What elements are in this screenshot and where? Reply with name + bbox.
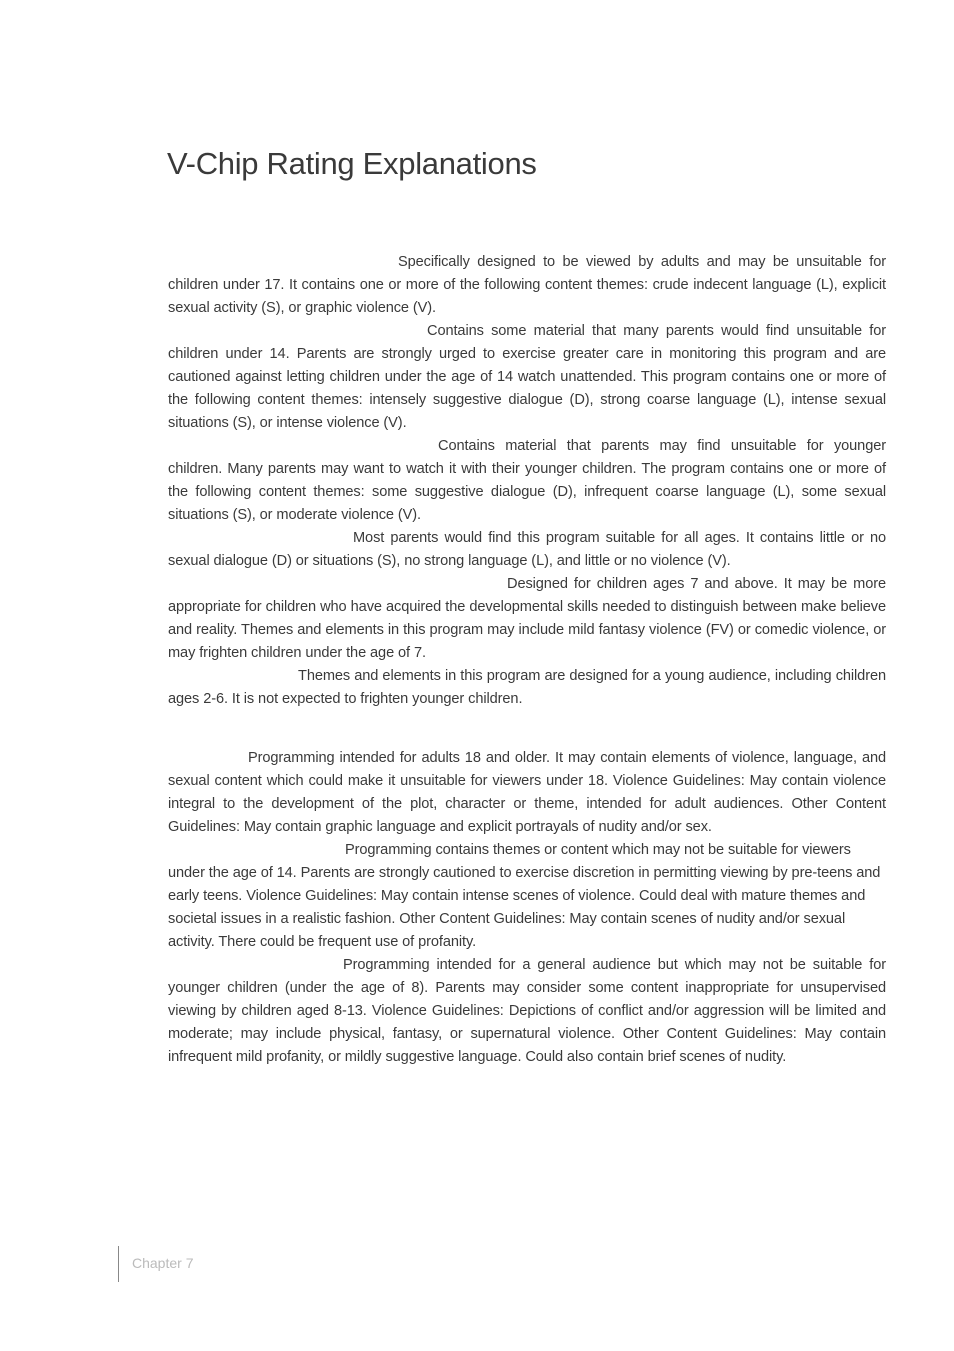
rating-description: Most parents would find this program suitable for all ages. It contains little or no sexual dialogue (D) or situations (S), no strong language (L), and little or no violence (V). <box>168 530 886 569</box>
rating-description: Specifically designed to be viewed by adults and may be unsuitable for children under 17. It contains one or more of the following content themes: crude indecent language (L), explicit sexual activity (S), or graphic violence (V). <box>168 254 886 316</box>
chapter-label: Chapter 7 <box>132 1255 194 1271</box>
rating-description: Designed for children ages 7 and above. It may be more appropriate for children who have acquired the developmental skills needed to distinguish between make believe and reality. Themes and elements in this program may include mild fantasy violence (FV) or comedic violence, or may frighten children under the age of 7. <box>168 576 886 661</box>
rating-description: Contains some material that many parents would find unsuitable for children under 14. Parents are strongly urged to exercise greater care in monitoring this program and are cautioned against letting children under the age of 14 watch unattended. This program contains one or more of the following content themes: intensely suggestive dialogue (D), strong coarse language (L), intense sexual situations (S), or intense violence (V). <box>168 323 886 431</box>
footer-divider <box>118 1246 119 1282</box>
rating-description: Programming contains themes or content which may not be suitable for viewers under the age of 14. Parents are strongly cautioned to exercise discretion in permitting viewing by pre-teens and early teens. Violence Guidelines: May contain intense scenes of violence. Could deal with mature themes and societal issues in a realistic fashion. Other Content Guidelines: May contain scenes of nudity and/or sexual activity. There could be frequent use of profanity. <box>168 842 881 950</box>
us-ratings-section <box>168 251 886 711</box>
rating-description: Programming intended for adults 18 and older. It may contain elements of violence, language, and sexual content which could make it unsuitable for viewers under 18. Violence Guidelines: May contain violence integral to the development of the plot, character or theme, intended for adult audiences. Other Content Guidelines: May contain graphic language and explicit portrayals of nudity and/or sex. <box>168 750 886 835</box>
rating-description: Contains material that parents may find unsuitable for younger children. Many parents may want to watch it with their younger children. The program contains one or more of the following content themes: some suggestive dialogue (D), infrequent coarse language (L), some sexual situations (S), or moderate violence (V). <box>168 438 886 523</box>
canadian-ratings-section <box>168 747 886 1069</box>
rating-description: Themes and elements in this program are designed for a young audience, including children ages 2-6. It is not expected to frighten younger children. <box>168 668 886 707</box>
page-title: V-Chip Rating Explanations <box>167 146 537 181</box>
rating-description: Programming intended for a general audience but which may not be suitable for younger children (under the age of 8). Parents may consider some content inappropriate for unsupervised viewing by children aged 8-13. Violence Guidelines: Depictions of conflict and/or aggression will be limited and moderate; may include physical, fantasy, or supernatural violence. Other Content Guidelines: May contain infrequent mild profanity, or mildly suggestive language. Could also contain brief scenes of nudity. <box>168 957 886 1065</box>
